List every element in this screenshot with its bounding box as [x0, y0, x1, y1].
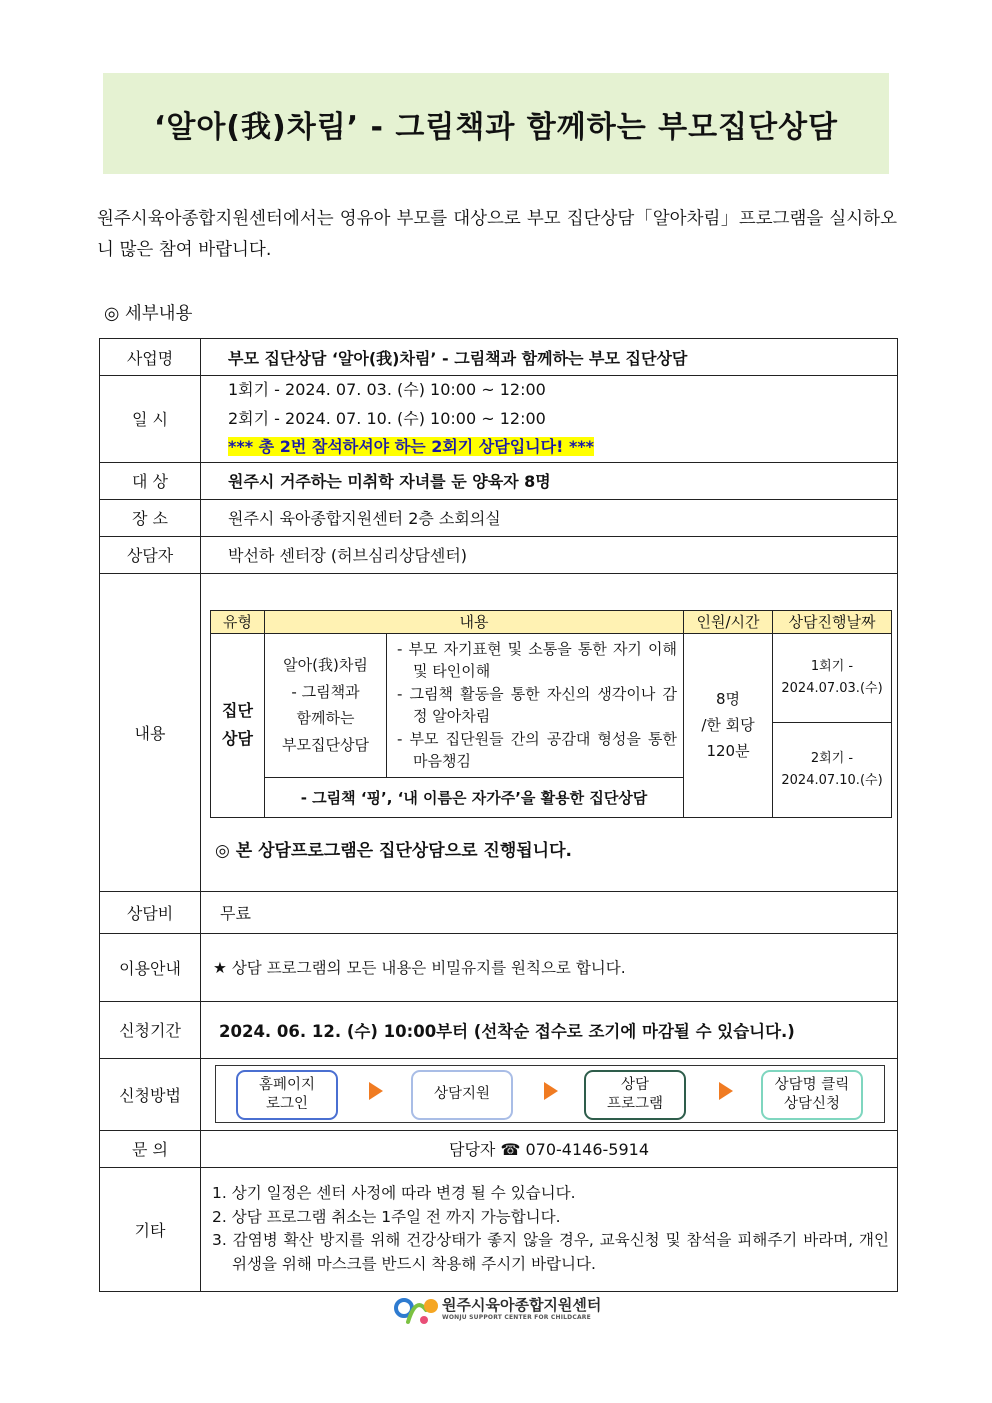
row-schedule: [100, 376, 898, 463]
intro-text: 원주시육아종합지원센터에서는 영유아 부모를 대상으로 부모 집단상담「알아차림」프로그램을 실시하오니 많은 참여 바랍니다.: [97, 209, 897, 260]
bullets-cell: [387, 633, 684, 777]
type-cell: 집단 상담: [211, 633, 265, 817]
row-inquiry: [100, 1130, 898, 1167]
step-counseling-program: 상담 프로그램: [584, 1070, 686, 1120]
program-label: 사업명: [100, 339, 201, 376]
row-place: [100, 499, 898, 536]
inquiry-label: 문 의: [100, 1130, 201, 1167]
misc-item: 3. 감염병 확산 방지를 위해 건강상태가 좋지 않을 경우, 교육신청 및 참석을 피해주기 바라며, 개인 위생을 위해 마스크를 반드시 착용해 주시기 바랍니다.: [212, 1231, 889, 1273]
misc-item: 1. 상기 일정은 센터 사정에 따라 변경 될 수 있습니다.: [212, 1184, 576, 1202]
fee-value: 무료: [201, 891, 898, 933]
guide-label: 이용안내: [100, 933, 201, 1001]
row-content: [100, 573, 898, 891]
row-program: [100, 339, 898, 376]
header-type: 유형: [211, 610, 265, 633]
target-value: 원주시 거주하는 미취학 자녀를 둔 양육자 8명: [201, 462, 898, 499]
row-guide: [100, 933, 898, 1001]
bullet-item: - 부모 집단원들 간의 공감대 형성을 통한 마음챙김: [397, 729, 678, 770]
place-label: 장 소: [100, 499, 201, 536]
fee-label: 상담비: [100, 891, 201, 933]
step-apply: 상담명 클릭 상담신청: [761, 1070, 863, 1120]
row-target: [100, 462, 898, 499]
counselor-value: 박선하 센터장 (허브심리상담센터): [201, 536, 898, 573]
counselor-label: 상담자: [100, 536, 201, 573]
date-1-cell: 1회기 - 2024.07.03.(수): [773, 633, 892, 722]
program-value: 부모 집단상담 ‘알아(我)차림’ - 그림책과 함께하는 부모 집단상담: [201, 339, 898, 376]
header-dates: 상담진행날짜: [773, 610, 892, 633]
inquiry-value: 담당자 ☎ 070-4146-5914: [201, 1130, 898, 1167]
misc-item: 2. 상담 프로그램 취소는 1주일 전 까지 가능합니다.: [212, 1207, 561, 1226]
program-name-cell: 알아(我)차림 - 그림책과 함께하는 부모집단상담: [265, 633, 387, 777]
footer-logo: [394, 1292, 614, 1328]
arrow-right-icon: [719, 1082, 733, 1100]
book-note-cell: - 그림책 ‘핑’, ‘내 이름은 자가주’을 활용한 집단상담: [265, 777, 684, 817]
step-homepage-login: 홈페이지 로그인: [236, 1070, 338, 1120]
period-label: 신청기간: [100, 1001, 201, 1058]
bullet-item: - 그림책 활동을 통한 자신의 생각이나 감정 알아차림: [397, 684, 678, 725]
org-name: 원주시육아종합지원센터: [442, 1296, 602, 1314]
row-counselor: [100, 536, 898, 573]
application-flow: [215, 1065, 885, 1123]
title-banner: [103, 73, 889, 174]
misc-list: [201, 1182, 897, 1276]
row-period: [100, 1001, 898, 1058]
row-fee: [100, 891, 898, 933]
header-content: 내용: [265, 610, 684, 633]
place-value: 원주시 육아종합지원센터 2층 소회의실: [201, 499, 898, 536]
arrow-right-icon: [369, 1082, 383, 1100]
row-misc: [100, 1167, 898, 1291]
section-heading: ◎ 세부내용: [104, 304, 193, 324]
people-time-cell: 8명 /한 회당 120분: [684, 633, 773, 817]
header-people-time: 인원/시간: [684, 610, 773, 633]
step-counseling-support: 상담지원: [411, 1070, 513, 1120]
misc-label: 기타: [100, 1167, 201, 1291]
details-table: [99, 338, 898, 1292]
content-note: ◎ 본 상담프로그램은 집단상담으로 진행됩니다.: [215, 840, 572, 861]
bullet-item: - 부모 자기표현 및 소통을 통한 자기 이해 및 타인이해: [397, 639, 678, 680]
date-2-cell: 2회기 - 2024.07.10.(수): [773, 722, 892, 817]
schedule-notice: *** 총 2번 참석하셔야 하는 2회기 상담입니다! ***: [228, 437, 595, 456]
period-value: 2024. 06. 12. (수) 10:00부터 (선착순 접수로 조기에 마감될 수 있습니다.): [201, 1001, 898, 1058]
schedule-line-1: 1회기 - 2024. 07. 03. (수) 10:00 ~ 12:00: [228, 380, 546, 399]
method-label: 신청방법: [100, 1058, 201, 1130]
org-name-en: WONJU SUPPORT CENTER FOR CHILDCARE: [442, 1314, 591, 1321]
center-logo-icon: [394, 1292, 440, 1328]
schedule-line-2: 2회기 - 2024. 07. 10. (수) 10:00 ~ 12:00: [228, 408, 546, 428]
content-table: [210, 610, 892, 818]
target-label: 대 상: [100, 462, 201, 499]
row-method: [100, 1058, 898, 1130]
page-title: ‘알아(我)차림’ - 그림책과 함께하는 부모집단상담: [153, 109, 839, 145]
guide-value: ★ 상담 프로그램의 모든 내용은 비밀유지를 원칙으로 합니다.: [201, 933, 898, 1001]
arrow-right-icon: [544, 1082, 558, 1100]
content-label: 내용: [100, 573, 201, 891]
schedule-label: 일 시: [100, 376, 201, 463]
